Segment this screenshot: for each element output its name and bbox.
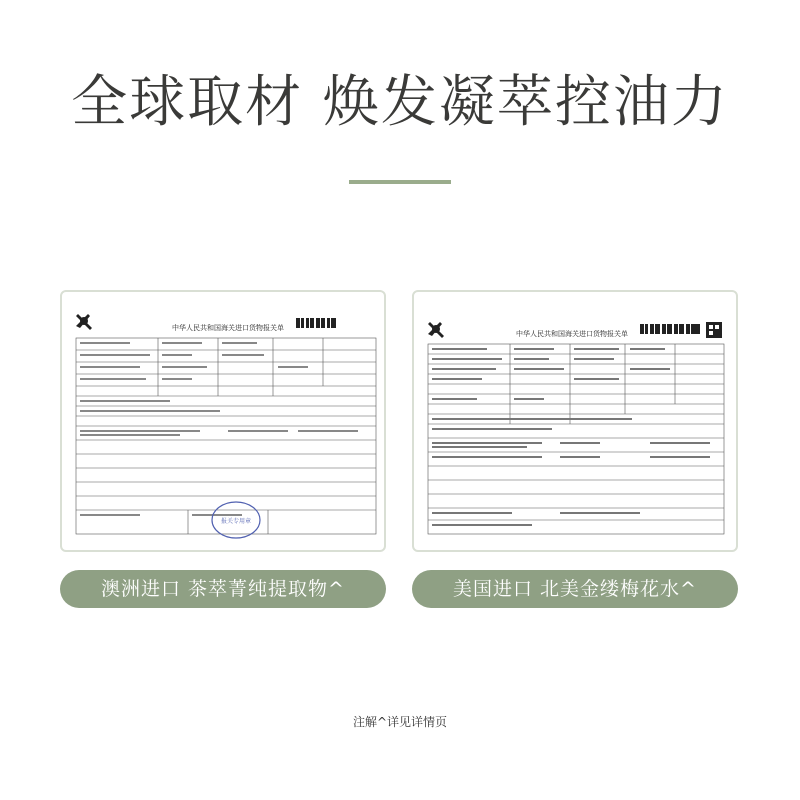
stamp-text: 报关专用章 [220,518,252,525]
customs-stamp [212,502,260,538]
customs-declaration-card-australia [60,290,386,552]
barcode [296,318,336,328]
customs-declaration-form-australia [68,298,378,544]
form-fine-print [80,342,358,516]
customs-emblem-icon [428,322,444,338]
form-title: 中华人民共和国海关进口货物报关单 [172,324,284,332]
customs-declaration-form-usa [420,298,730,544]
form-fine-print [432,348,710,526]
form-title: 中华人民共和国海关进口货物报关单 [516,330,628,338]
origin-label-usa: 美国进口 北美金缕梅花水^ [412,570,738,608]
footnote: 注解^详见详情页 [352,715,448,729]
customs-emblem-icon [76,314,92,330]
headline-divider [349,180,451,184]
form-grid [428,344,724,534]
origin-label-australia: 澳洲进口 茶萃菁纯提取物^ [60,570,386,608]
qr-code-icon [706,322,722,338]
barcode [640,324,700,334]
customs-declaration-card-usa [412,290,738,552]
headline: 全球取材 焕发凝萃控油力 [71,70,729,135]
